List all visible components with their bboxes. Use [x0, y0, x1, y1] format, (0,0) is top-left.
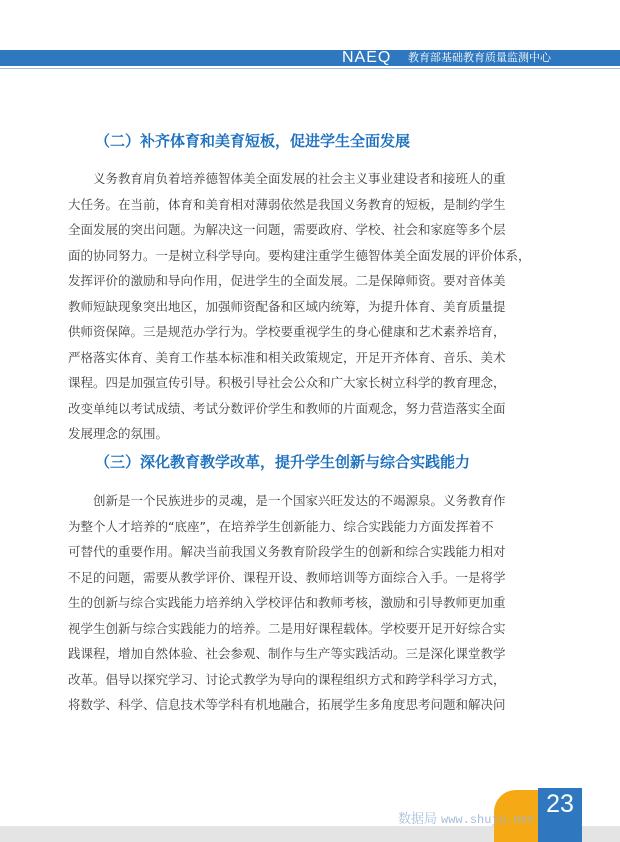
paragraph-line: 视学生创新与综合实践能力的培养。二是用好课程载体。学校要开足开好综合实 — [68, 620, 506, 636]
page-number: 23 — [546, 790, 574, 818]
paragraph-line: 改革。倡导以探究学习、讨论式教学为导向的课程组织方式和跨学科学习方式， — [68, 671, 506, 687]
paragraph-line: 全面发展的突出问题。为解决这一问题，需要政府、学校、社会和家庭等多个层 — [68, 222, 506, 237]
paragraph-line: 践课程，增加自然体验、社会参观、制作与生产等实践活动。三是深化课堂教学 — [68, 646, 506, 661]
section-paragraph-3 — [68, 488, 556, 718]
paragraph-line: 将数学、科学、信息技术等学科有机地融合，拓展学生多角度思考问题和解决问 — [68, 697, 506, 712]
watermark — [398, 808, 535, 827]
paragraph-line: 可替代的重要作用。解决当前我国义务教育阶段学生的创新和综合实践能力相对 — [68, 544, 506, 559]
header-divider — [0, 68, 620, 69]
paragraph-line: 不足的问题，需要从教学评价、课程开设、教师培训等方面综合入手。一是将学 — [68, 569, 506, 585]
section-heading-3: （三）深化教育教学改革，提升学生创新与综合实践能力 — [95, 453, 471, 471]
paragraph-line: 为整个人才培养的“底座”，在培养学生创新能力、综合实践能力方面发挥着不 — [68, 518, 494, 534]
paragraph-line: 创新是一个民族进步的灵魂，是一个国家兴旺发达的不竭源泉。义务教育作 — [68, 493, 506, 508]
section-paragraph-2 — [68, 166, 556, 447]
watermark-url: www.shuju.net — [441, 813, 535, 827]
paragraph-line: 发挥评价的激励和导向作用，促进学生的全面发展。二是保障师资。要对音体美 — [68, 273, 506, 288]
paragraph-line: 课程。四是加强宣传引导。积极引导社会公众和广大家长树立科学的教育理念， — [68, 375, 506, 390]
paragraph-line: 大任务。在当前，体育和美育相对薄弱依然是我国义务教育的短板，是制约学生 — [68, 196, 506, 212]
paragraph-line: 改变单纯以考试成绩、考试分数评价学生和教师的片面观念，努力营造落实全面 — [68, 400, 506, 416]
header-org-name: 教育部基础教育质量监测中心 — [408, 51, 551, 64]
paragraph-line: 生的创新与综合实践能力培养纳入学校评估和教师考核，激励和引导教师更加重 — [68, 595, 506, 610]
paragraph-line: 发展理念的氛围。 — [68, 426, 169, 441]
paragraph-line: 严格落实体育、美育工作基本标准和相关政策规定，开足开齐体育、音乐、美术 — [68, 349, 506, 365]
paragraph-line: 供师资保障。三是规范办学行为。学校要重视学生的身心健康和艺术素养培育， — [68, 324, 506, 339]
paragraph-line: 面的协同努力。一是树立科学导向。要构建注重学生德智体美全面发展的评价体系， — [68, 247, 531, 263]
watermark-cn: 数据局 — [398, 811, 438, 826]
naeq-logo: NAEQ — [342, 49, 392, 66]
section-heading-2: （二）补齐体育和美育短板，促进学生全面发展 — [95, 132, 411, 150]
paragraph-line: 义务教育肩负着培养德智体美全面发展的社会主义事业建设者和接班人的重 — [68, 171, 506, 186]
paragraph-line: 教师短缺现象突出地区，加强师资配备和区域内统筹，为提升体育、美育质量提 — [68, 298, 506, 314]
